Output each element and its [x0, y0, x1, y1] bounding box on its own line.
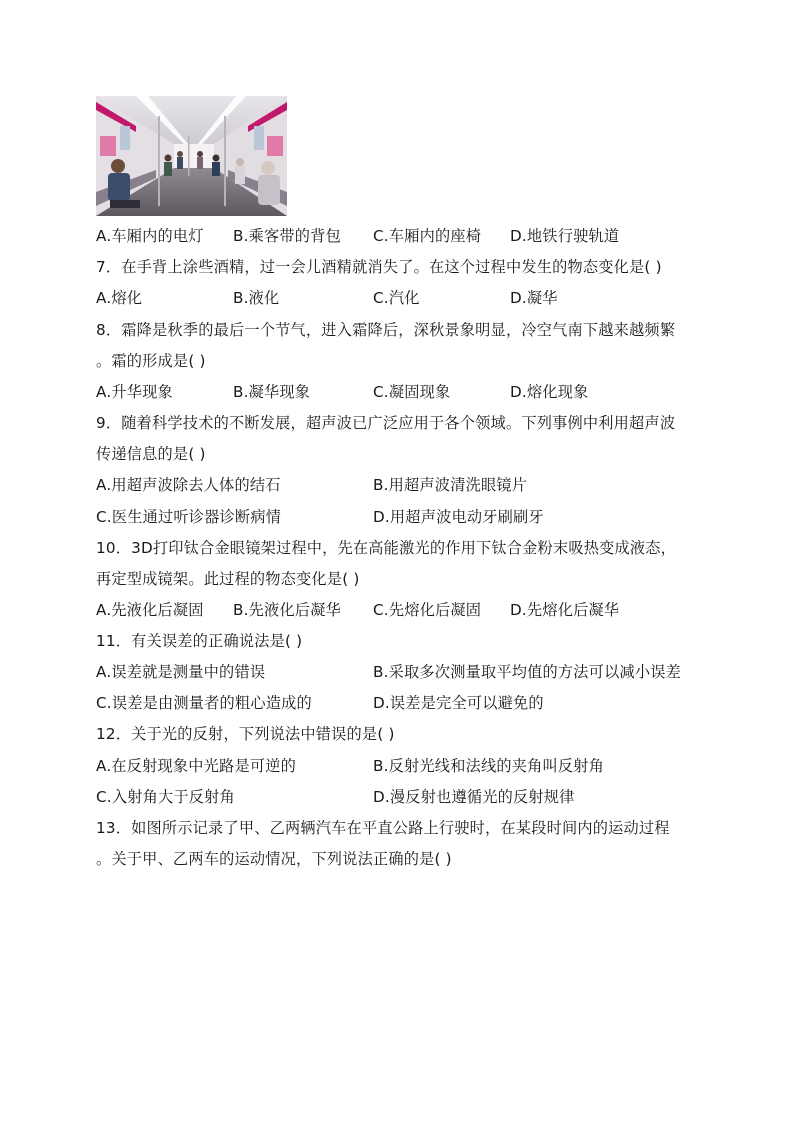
q10-options-row: [96, 600, 716, 620]
q11-options-row-1: [96, 662, 716, 682]
q6-options-row: [96, 226, 716, 246]
q9-option-b[interactable]: B.用超声波清洗眼镜片: [373, 476, 528, 494]
q9-option-c[interactable]: C.医生通过听诊器诊断病情: [96, 508, 282, 526]
q8-stem-line2: 。霜的形成是( ): [96, 352, 206, 370]
q11-option-a[interactable]: A.误差就是测量中的错误: [96, 663, 266, 681]
q9-stem-line2: 传递信息的是( ): [96, 445, 206, 463]
q12-option-d[interactable]: D.漫反射也遵循光的反射规律: [373, 788, 575, 806]
q11-option-c[interactable]: C.误差是由测量者的粗心造成的: [96, 694, 312, 712]
q7-option-b[interactable]: B.液化: [233, 289, 280, 307]
q11-option-d[interactable]: D.误差是完全可以避免的: [373, 694, 544, 712]
q10-option-b[interactable]: B.先液化后凝华: [233, 601, 341, 619]
q13-stem-line1: 13．如图所示记录了甲、乙两辆汽车在平直公路上行驶时，在某段时间内的运动过程: [96, 819, 670, 837]
q8-option-b[interactable]: B.凝华现象: [233, 383, 311, 401]
q9-option-a[interactable]: A.用超声波除去人体的结石: [96, 476, 281, 494]
q10-option-c[interactable]: C.先熔化后凝固: [373, 601, 482, 619]
q7-option-c[interactable]: C.汽化: [373, 289, 420, 307]
q6-option-d[interactable]: D.地铁行驶轨道: [510, 227, 620, 245]
q8-option-c[interactable]: C.凝固现象: [373, 383, 451, 401]
q7-options-row: [96, 288, 716, 308]
q10-option-d[interactable]: D.先熔化后凝华: [510, 601, 620, 619]
q10-stem-line1: 10．3D打印钛合金眼镜架过程中，先在高能激光的作用下钛合金粉末吸热变成液态，: [96, 539, 677, 557]
q8-stem-line1: 8．霜降是秋季的最后一个节气，进入霜降后，深秋景象明显，冷空气南下越来越频繁: [96, 321, 676, 339]
q13-stem-line2: 。关于甲、乙两车的运动情况，下列说法正确的是( ): [96, 850, 452, 868]
q12-options-row-1: [96, 756, 716, 776]
q7-option-d[interactable]: D.凝华: [510, 289, 558, 307]
q11-option-b[interactable]: B.采取多次测量取平均值的方法可以减小误差: [373, 663, 682, 681]
q11-options-row-2: [96, 693, 716, 713]
q9-options-row-1: [96, 475, 716, 495]
q6-option-a[interactable]: A.车厢内的电灯: [96, 227, 204, 245]
subway-car-photo: [96, 96, 287, 216]
q6-option-c[interactable]: C.车厢内的座椅: [373, 227, 482, 245]
q11-stem: 11．有关误差的正确说法是( ): [96, 632, 303, 650]
q7-option-a[interactable]: A.熔化: [96, 289, 143, 307]
q12-option-b[interactable]: B.反射光线和法线的夹角叫反射角: [373, 757, 605, 775]
q7-stem: 7．在手背上涂些酒精，过一会儿酒精就消失了。在这个过程中发生的物态变化是( ): [96, 258, 662, 276]
q9-stem-line1: 9．随着科学技术的不断发展，超声波已广泛应用于各个领域。下列事例中利用超声波: [96, 414, 676, 432]
q10-option-a[interactable]: A.先液化后凝固: [96, 601, 204, 619]
q8-option-d[interactable]: D.熔化现象: [510, 383, 589, 401]
q10-stem-line2: 再定型成镜架。此过程的物态变化是( ): [96, 570, 360, 588]
q8-option-a[interactable]: A.升华现象: [96, 383, 173, 401]
q9-option-d[interactable]: D.用超声波电动牙刷刷牙: [373, 508, 544, 526]
q8-options-row: [96, 382, 716, 402]
q12-option-a[interactable]: A.在反射现象中光路是可逆的: [96, 757, 296, 775]
q12-options-row-2: [96, 787, 716, 807]
q6-option-b[interactable]: B.乘客带的背包: [233, 227, 341, 245]
q12-stem: 12．关于光的反射，下列说法中错误的是( ): [96, 725, 395, 743]
q12-option-c[interactable]: C.入射角大于反射角: [96, 788, 235, 806]
q9-options-row-2: [96, 507, 716, 527]
